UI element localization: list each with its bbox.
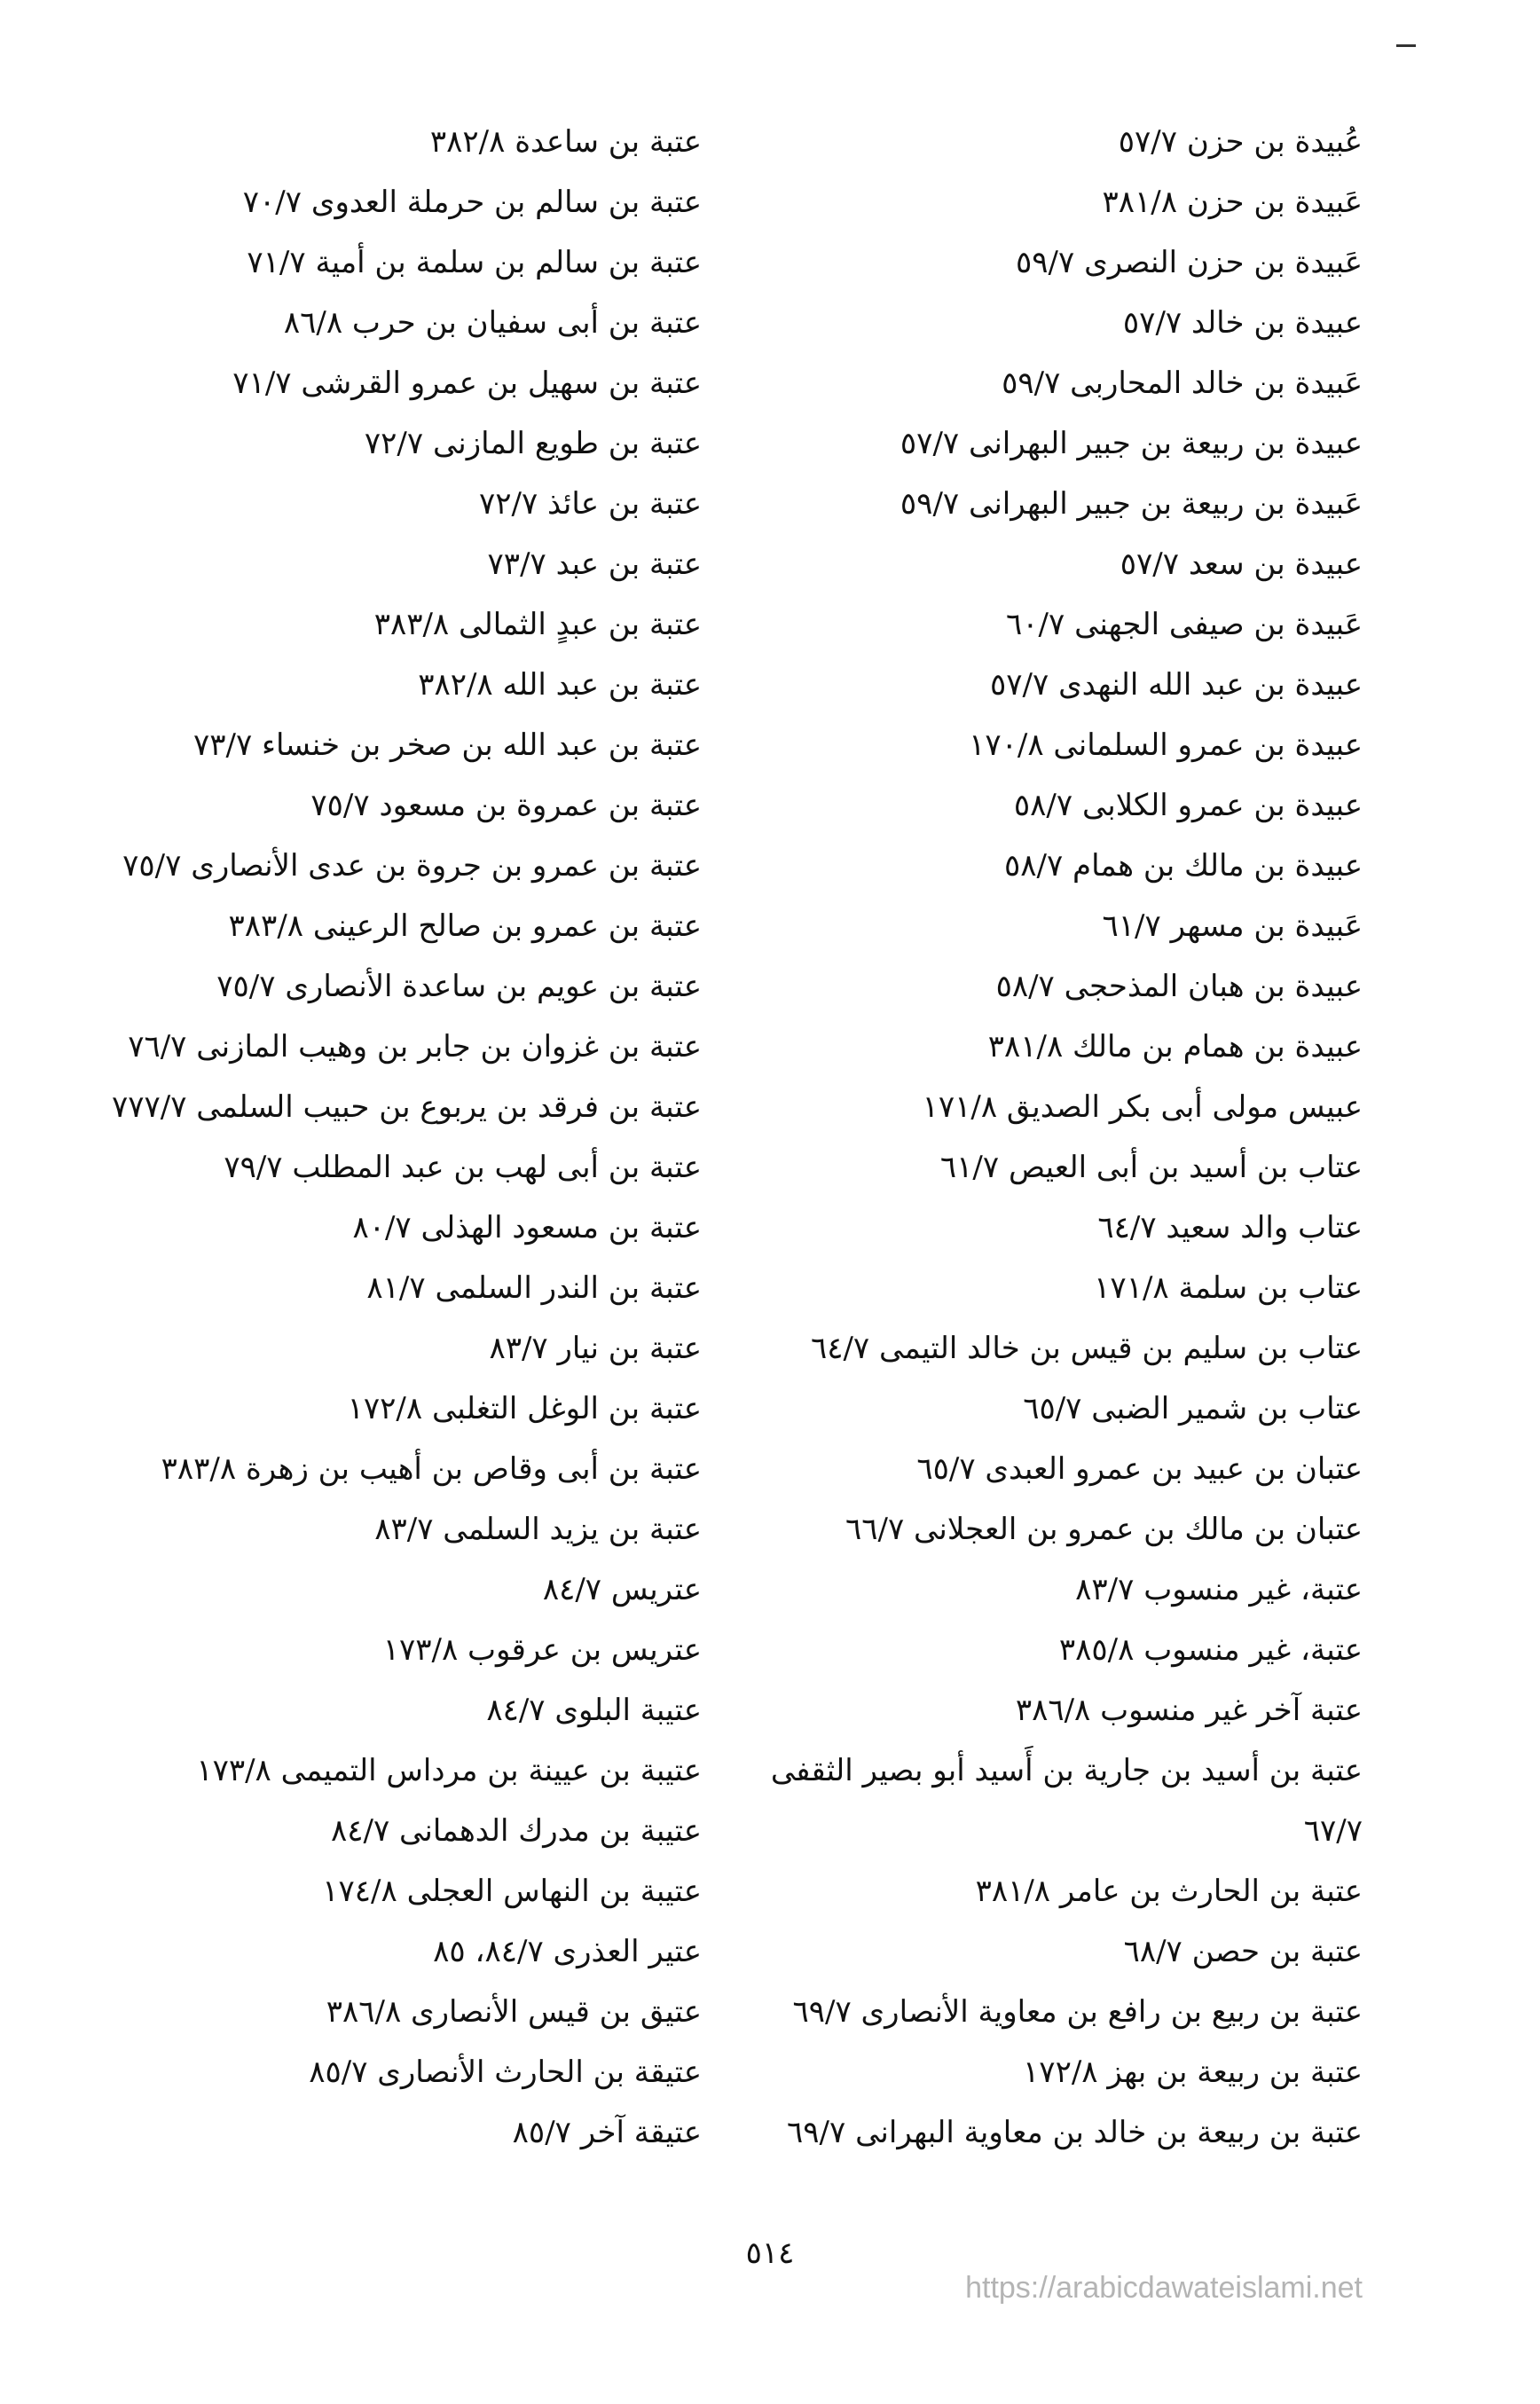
- index-entry: عتيبة بن عيينة بن مرداس التميمى ١٧٣/٨: [196, 1753, 702, 1788]
- index-entry: عتير العذرى ٨٤/٧، ٨٥: [433, 1934, 702, 1969]
- index-entry: عتبة بن عمرو بن صالح الرعينى ٣٨٣/٨: [228, 908, 702, 944]
- index-entry: عتبة بن ربيعة بن بهز ١٧٢/٨: [1023, 2054, 1363, 2090]
- index-entry: عتاب بن شمير الضبى ٦٥/٧: [1023, 1391, 1363, 1426]
- index-entry: عتبة بن الحارث بن عامر ٣٨١/٨: [975, 1874, 1363, 1909]
- index-entry: عبيدة بن همام بن مالك ٣٨١/٨: [987, 1029, 1363, 1065]
- index-entry: عتيبة البلوى ٨٤/٧: [486, 1693, 702, 1728]
- index-entry: عتبة بن حصن ٦٨/٧: [1123, 1934, 1363, 1969]
- index-entry: عتيقة آخر ٨٥/٧: [512, 2115, 702, 2150]
- index-entry: عتيقة بن الحارث الأنصارى ٨٥/٧: [309, 2054, 702, 2090]
- index-entry: عبيدة بن ربيعة بن جبير البهرانى ٥٧/٧: [900, 426, 1363, 461]
- index-entry: عتبة بن عويم بن ساعدة الأنصارى ٧٥/٧: [216, 969, 702, 1004]
- index-entry: عتبة بن أبى سفيان بن حرب ٨٦/٨: [283, 305, 702, 341]
- index-entry: عبيدة بن عمرو الكلابى ٥٨/٧: [1013, 788, 1363, 823]
- index-entry: عتبة بن عبد ٧٣/٧: [487, 546, 702, 582]
- index-entry: عتبان بن عبيد بن عمرو العبدى ٦٥/٧: [916, 1451, 1363, 1487]
- scan-mark: [1396, 44, 1416, 47]
- index-entry: عتبة بن عبد الله ٣٨٢/٨: [418, 667, 702, 703]
- index-entry: عَبيدة بن خالد المحاربى ٥٩/٧: [1002, 365, 1363, 401]
- index-entry: عتبة بن سهيل بن عمرو القرشى ٧١/٧: [232, 365, 702, 401]
- index-entry: عبيدة بن خالد ٥٧/٧: [1122, 305, 1363, 341]
- index-entry: عتبة بن مسعود الهذلى ٨٠/٧: [352, 1210, 702, 1245]
- index-entry: عبيس مولى أبى بكر الصديق ١٧١/٨: [922, 1089, 1363, 1125]
- index-entry: عتريس ٨٤/٧: [542, 1572, 702, 1607]
- index-entry: عتريس بن عرقوب ١٧٣/٨: [382, 1632, 702, 1668]
- index-entry: عبيدة بن سعد ٥٧/٧: [1120, 546, 1363, 582]
- index-entry: عتبة بن ساعدة ٣٨٢/٨: [429, 124, 702, 160]
- index-entry: عتبة بن غزوان بن جابر بن وهيب المازنى ٧٦/٧: [128, 1029, 702, 1065]
- index-entry: عَبيدة بن حزن ٣٨١/٨: [1102, 185, 1363, 220]
- index-entry: عتاب بن أسيد بن أبى العيص ٦١/٧: [939, 1150, 1363, 1185]
- index-entry: عتبة بن عمرو بن جروة بن عدى الأنصارى ٧٥/٧: [122, 848, 702, 884]
- index-entry: عتاب بن سليم بن قيس بن خالد التيمى ٦٤/٧: [810, 1331, 1363, 1366]
- index-entry: عتبة بن أبى لهب بن عبد المطلب ٧٩/٧: [224, 1150, 702, 1185]
- index-entry: عتبة بن طويع المازنى ٧٢/٧: [364, 426, 702, 461]
- index-entry: عُبيدة بن حزن ٥٧/٧: [1118, 124, 1363, 160]
- index-entry: عتيبة بن النهاس العجلى ١٧٤/٨: [322, 1874, 702, 1909]
- index-entry: عَبيدة بن مسهر ٦١/٧: [1102, 908, 1363, 944]
- watermark-url: https://arabicdawateislami.net: [965, 2271, 1363, 2305]
- index-entry: عتبة بن أسيد بن جارية بن أَسيد أبو بصير الثقفى ٦٧/٧: [770, 1753, 1363, 1849]
- index-entry: عبيدة بن هبان المذحجى ٥٨/٧: [995, 969, 1363, 1004]
- index-entry: عتبة بن عمروة بن مسعود ٧٥/٧: [310, 788, 702, 823]
- index-entry: عتبة بن الوغل التغلبى ١٧٢/٨: [347, 1391, 702, 1426]
- index-entry: عتيق بن قيس الأنصارى ٣٨٦/٨: [326, 1994, 702, 2030]
- index-entry: عتبة بن عائذ ٧٢/٧: [478, 486, 702, 522]
- index-entry: عتبان بن مالك بن عمرو بن العجلانى ٦٦/٧: [845, 1512, 1363, 1547]
- index-entry: عتبة آخر غير منسوب ٣٨٦/٨: [1015, 1693, 1363, 1728]
- page-number: ٥١٤: [745, 2235, 795, 2271]
- index-entry: عبيدة بن عمرو السلمانى ١٧٠/٨: [969, 727, 1363, 763]
- index-entry: عتبة بن نيار ٨٣/٧: [489, 1331, 702, 1366]
- index-entry: عَبيدة بن صيفى الجهنى ٦٠/٧: [1006, 607, 1363, 642]
- index-entry: عتاب بن سلمة ١٧١/٨: [1094, 1270, 1363, 1306]
- index-entry: عتبة بن ربيعة بن خالد بن معاوية البهرانى ٦٩/٧: [787, 2115, 1363, 2150]
- index-entry: عتبة بن ربيع بن رافع بن معاوية الأنصارى ٦٩/٧: [792, 1994, 1363, 2030]
- index-column-left: [28, 112, 702, 2163]
- index-column-right: [724, 112, 1363, 2163]
- index-entry: عتبة بن سالم بن حرملة العدوى ٧٠/٧: [242, 185, 702, 220]
- index-entry: عتبة بن فرقد بن يربوع بن حبيب السلمى ٧٧٧/٧: [111, 1089, 702, 1125]
- index-entry: عتبة بن عبد الله بن صخر بن خنساء ٧٣/٧: [193, 727, 702, 763]
- index-entry: عتبة بن عبدٍ الثمالى ٣٨٣/٨: [373, 607, 702, 642]
- index-entry: عَبيدة بن حزن النصرى ٥٩/٧: [1016, 245, 1363, 280]
- index-entry: عَبيدة بن ربيعة بن جبير البهرانى ٥٩/٧: [900, 486, 1363, 522]
- index-entry: عتيبة بن مدرك الدهمانى ٨٤/٧: [330, 1813, 702, 1849]
- index-entry: عتبة بن سالم بن سلمة بن أمية ٧١/٧: [247, 245, 702, 280]
- index-entry: عبيدة بن مالك بن همام ٥٨/٧: [1003, 848, 1363, 884]
- index-entry: عتاب والد سعيد ٦٤/٧: [1097, 1210, 1363, 1245]
- index-entry: عتبة بن يزيد السلمى ٨٣/٧: [374, 1512, 702, 1547]
- index-entry: عتبة بن أبى وقاص بن أهيب بن زهرة ٣٨٣/٨: [161, 1451, 702, 1487]
- index-entry: عتبة بن الندر السلمى ٨١/٧: [366, 1270, 702, 1306]
- index-entry: عبيدة بن عبد الله النهدى ٥٧/٧: [990, 667, 1363, 703]
- index-entry: عتبة، غير منسوب ٣٨٥/٨: [1058, 1632, 1363, 1668]
- index-entry: عتبة، غير منسوب ٨٣/٧: [1075, 1572, 1363, 1607]
